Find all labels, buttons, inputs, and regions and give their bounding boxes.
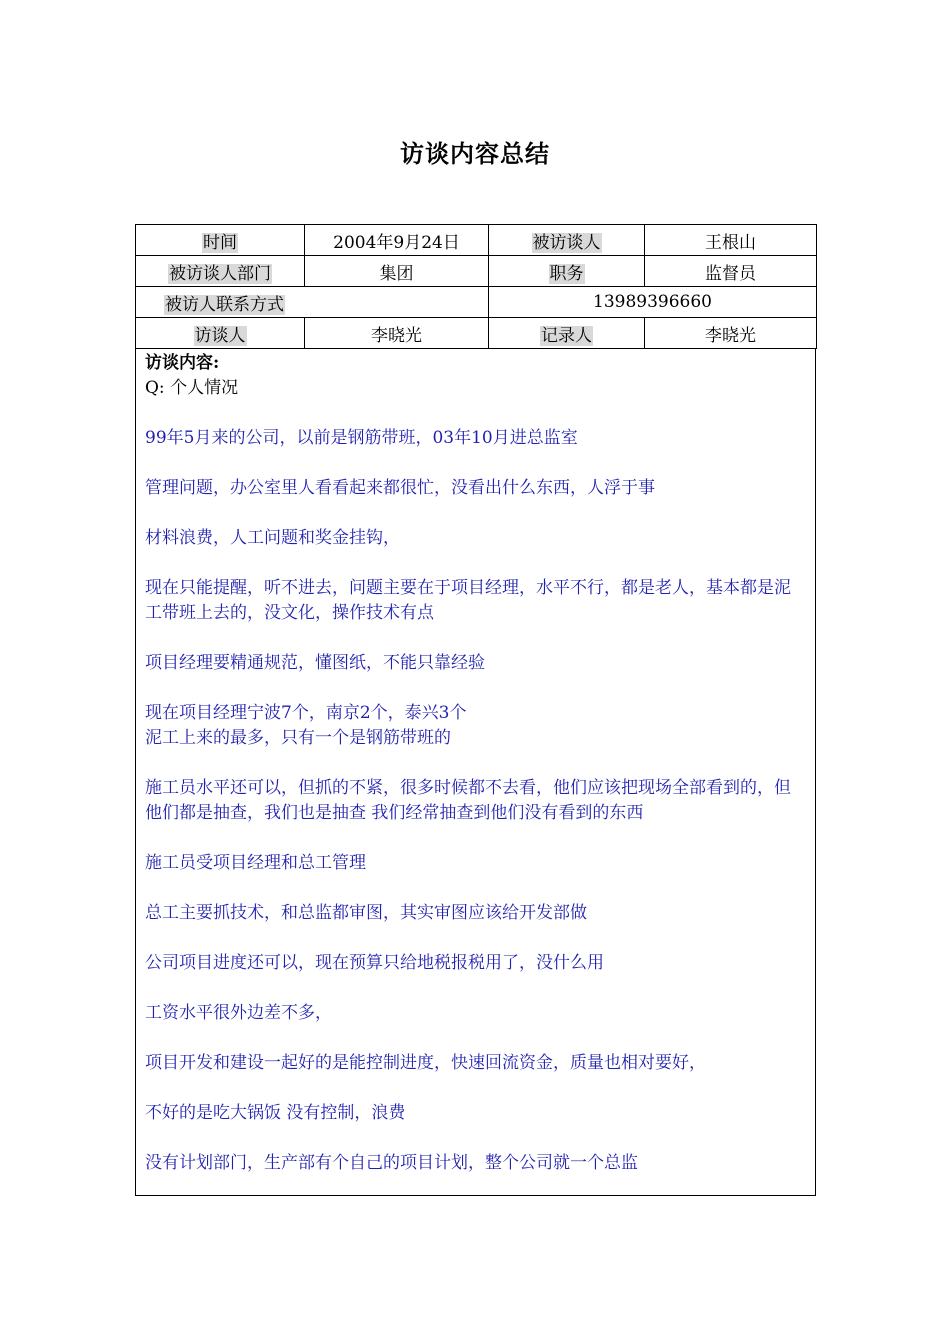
- content-paragraph: 管理问题，办公室里人看看起来都很忙，没看出什么东西，人浮于事: [145, 478, 655, 498]
- time-label: 时间: [203, 232, 237, 253]
- content-paragraph: 总工主要抓技术，和总监都审图，其实审图应该给开发部做: [145, 903, 587, 923]
- recorder-value: 李晓光: [645, 318, 817, 349]
- department-label-cell: [136, 256, 305, 287]
- content-paragraph: 没有计划部门，生产部有个自己的项目计划，整个公司就一个总监: [145, 1153, 638, 1173]
- interviewer-value: 李晓光: [305, 318, 489, 349]
- contact-label: 被访人联系方式: [165, 294, 284, 315]
- content-paragraph: 项目经理要精通规范，懂图纸，不能只靠经验: [145, 653, 485, 673]
- position-label-cell: [489, 256, 645, 287]
- time-value: 2004年9月24日: [305, 225, 489, 256]
- content-paragraph: 施工员受项目经理和总工管理: [145, 853, 366, 873]
- content-heading: 访谈内容:: [145, 353, 220, 373]
- interviewee-label-cell: [489, 225, 645, 256]
- content-paragraph: 现在只能提醒，听不进去，问题主要在于项目经理，水平不行，都是老人，基本都是泥工带班上去的，没文化，操作技术有点: [145, 578, 791, 623]
- content-paragraph: 泥工上来的最多，只有一个是钢筋带班的: [145, 728, 451, 748]
- content-paragraph: 工资水平很外边差不多，: [145, 1003, 332, 1023]
- interview-info-table: [135, 224, 817, 349]
- interviewee-value: 王根山: [645, 225, 817, 256]
- department-label: 被访谈人部门: [169, 263, 271, 284]
- department-value: 集团: [305, 256, 489, 287]
- content-question: Q: 个人情况: [145, 378, 239, 398]
- info-row-time: [136, 225, 817, 256]
- contact-value: 13989396660: [489, 287, 817, 318]
- info-row-department: [136, 256, 817, 287]
- info-row-contact: [136, 287, 817, 318]
- contact-label-cell: [136, 287, 489, 318]
- recorder-label: 记录人: [541, 325, 592, 346]
- content-paragraph: 材料浪费，人工问题和奖金挂钩，: [145, 528, 400, 548]
- interview-content-box: [135, 349, 816, 1196]
- content-paragraph: 公司项目进度还可以，现在预算只给地税报税用了，没什么用: [145, 953, 604, 973]
- content-paragraph: 99年5月来的公司，以前是钢筋带班，03年10月进总监室: [145, 428, 578, 448]
- info-row-interviewer: [136, 318, 817, 349]
- recorder-label-cell: [489, 318, 645, 349]
- content-paragraph: 不好的是吃大锅饭 没有控制，浪费: [145, 1103, 406, 1123]
- interviewer-label: 访谈人: [194, 325, 246, 346]
- document-title: 访谈内容总结: [400, 139, 550, 168]
- content-paragraph: 现在项目经理宁波7个，南京2个，泰兴3个: [145, 703, 467, 723]
- time-label-cell: [136, 225, 305, 256]
- interviewee-label: 被访谈人: [532, 232, 601, 253]
- position-value: 监督员: [645, 256, 817, 287]
- content-paragraph: 项目开发和建设一起好的是能控制进度，快速回流资金，质量也相对要好，: [145, 1053, 706, 1073]
- content-paragraph: 施工员水平还可以，但抓的不紧，很多时候都不去看，他们应该把现场全部看到的，但他们都是抽查，我们也是抽查 我们经常抽查到他们没有看到的东西: [145, 778, 791, 823]
- interview-content: [145, 351, 807, 1176]
- interviewer-label-cell: [136, 318, 305, 349]
- position-label: 职务: [549, 263, 584, 284]
